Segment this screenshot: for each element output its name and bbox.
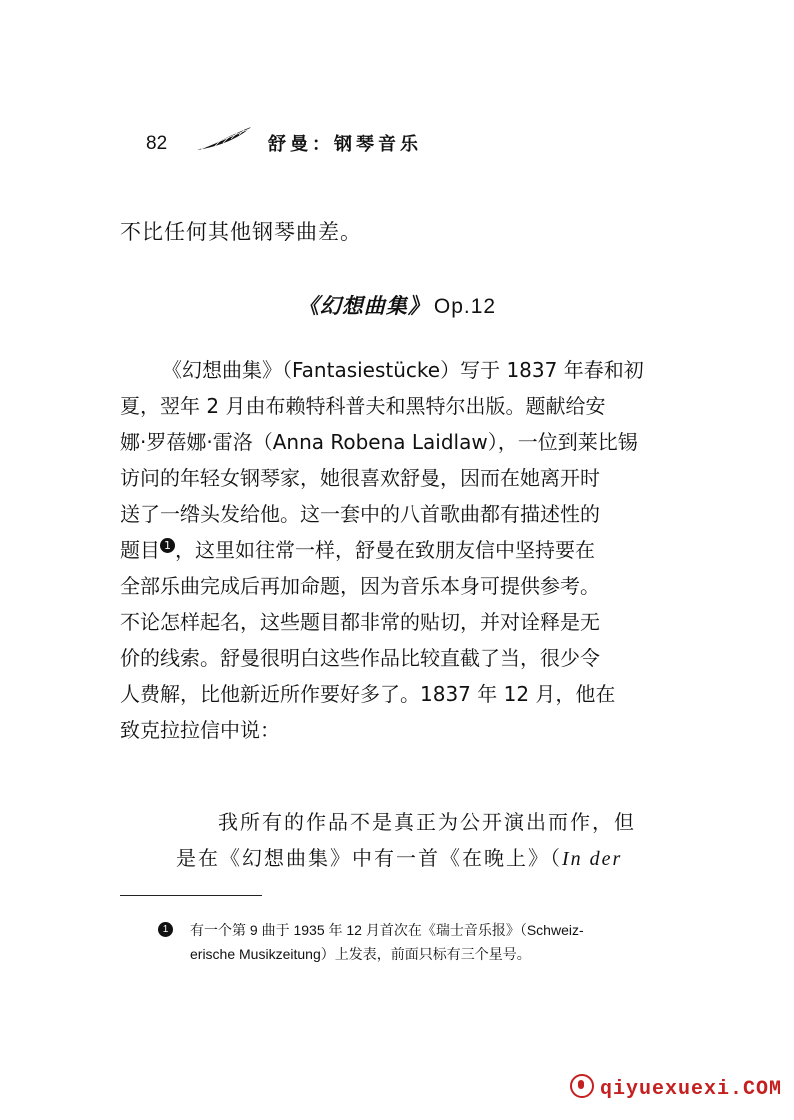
section-title-opus: Op.12 [433, 295, 497, 318]
music-note-logo-icon [570, 1074, 594, 1098]
quote-line-italic: In der [562, 848, 623, 870]
section-title-cn: 《幻想曲集》 [297, 293, 430, 318]
quote-line [176, 840, 686, 876]
body-line-part: ，这里如往常一样，舒曼在致朋友信中坚持要在 [175, 538, 595, 562]
body-line: 不论怎样起名，这些题目都非常的贴切，并对诠释是无 [120, 610, 600, 634]
body-line: 夏，翌年 2 月由布赖特科普夫和黑特尔出版。题献给安 [120, 394, 606, 418]
block-quote [176, 804, 686, 876]
page-number: 82 [146, 133, 168, 154]
footnote-marker: 1 [158, 922, 173, 937]
body-paragraph [120, 352, 688, 748]
footnote [162, 918, 686, 966]
body-line: 访问的年轻女钢琴家，她很喜欢舒曼，因而在她离开时 [120, 466, 600, 490]
body-line: 人费解，比他新近所作要好多了。1837 年 12 月，他在 [120, 682, 616, 706]
footnote-divider [120, 895, 262, 896]
section-title [0, 290, 794, 320]
continued-paragraph: 不比任何其他钢琴曲差。 [120, 220, 362, 244]
running-head: 舒曼：钢琴音乐 [268, 134, 422, 155]
quote-line-part: 是在《幻想曲集》中有一首《在晚上》（ [176, 846, 562, 870]
watermark-text: qiyuexuexi.COM [600, 1078, 783, 1101]
quote-line: 我所有的作品不是真正为公开演出而作，但 [218, 810, 636, 834]
feather-ornament-icon [195, 124, 255, 154]
body-line: 致克拉拉信中说： [120, 718, 280, 742]
body-line-with-footnote [120, 532, 688, 568]
body-line: 《幻想曲集》（Fantasiestücke）写于 1837 年春和初 [162, 358, 644, 382]
footnote-line: 有一个第 9 曲于 1935 年 12 月首次在《瑞士音乐报》（Schweiz- [190, 922, 584, 938]
body-line: 送了一绺头发给他。这一套中的八首歌曲都有描述性的 [120, 502, 600, 526]
footnote-reference-marker[interactable]: 1 [160, 538, 175, 553]
body-line: 价的线索。舒曼很明白这些作品比较直截了当，很少令 [120, 646, 600, 670]
footnote-line: erische Musikzeitung）上发表，前面只标有三个星号。 [190, 946, 531, 962]
body-line: 娜·罗蓓娜·雷洛（Anna Robena Laidlaw），一位到莱比锡 [120, 430, 638, 454]
body-line: 全部乐曲完成后再加命题，因为音乐本身可提供参考。 [120, 574, 600, 598]
body-line-part: 题目 [120, 538, 160, 562]
site-watermark [570, 1074, 782, 1101]
